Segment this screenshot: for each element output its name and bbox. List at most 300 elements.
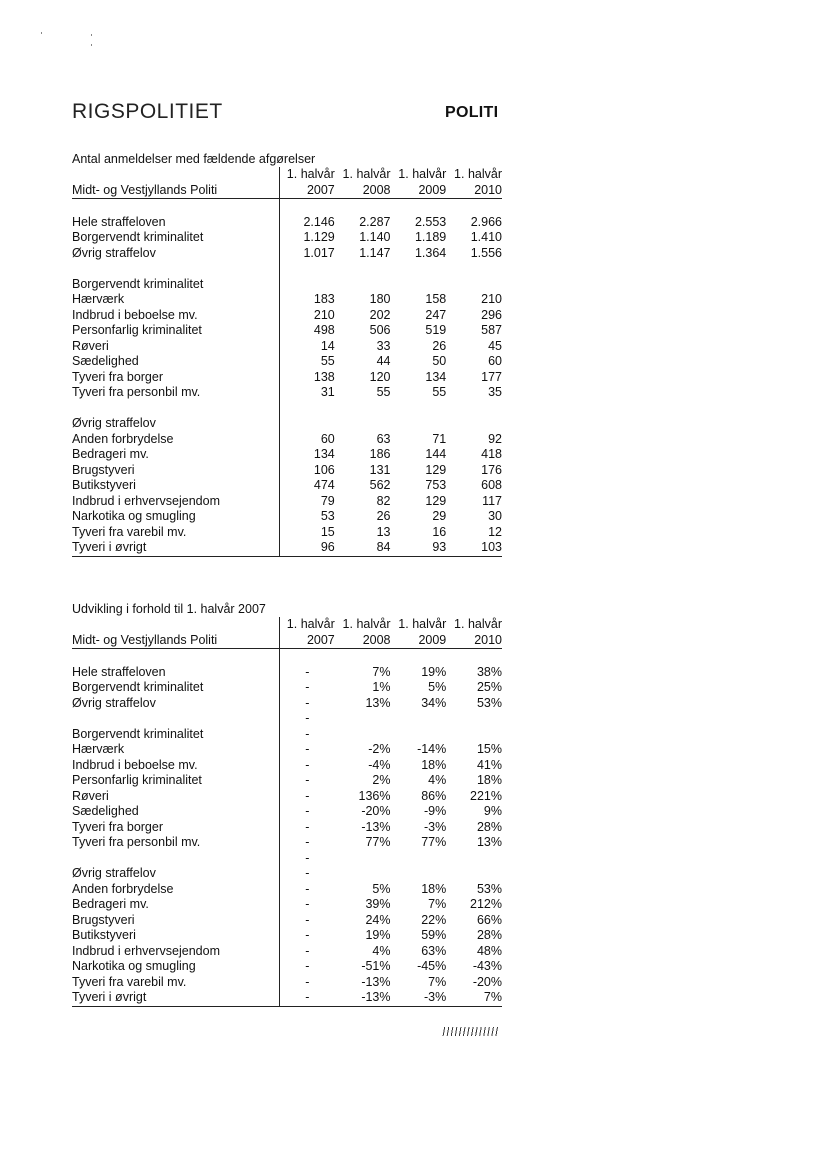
- table-cell: 2%: [372, 773, 391, 787]
- table-row: [72, 525, 502, 541]
- row-label: Borgervendt kriminalitet: [72, 230, 204, 244]
- table-cell: 12: [488, 524, 502, 539]
- table-row: [72, 866, 502, 882]
- table-cell: 79: [279, 494, 335, 510]
- row-label: Narkotika og smugling: [72, 509, 196, 523]
- table-cell: [279, 401, 335, 417]
- row-label: Tyveri fra varebil mv.: [72, 974, 187, 989]
- table-cell: 144: [425, 447, 447, 461]
- table-cell: 129: [425, 493, 447, 508]
- table-cell: 177: [481, 369, 502, 384]
- table-cell: 158: [425, 292, 447, 306]
- row-label: Indbrud i erhvervsejendom: [72, 943, 220, 958]
- header-year: 2009: [418, 182, 447, 197]
- table-row: [72, 354, 502, 370]
- table-row: [72, 696, 502, 712]
- row-label: Tyveri i øvrigt: [72, 540, 147, 554]
- header-year: 2008: [362, 182, 391, 197]
- header-rigspolitiet: RIGSPOLITIET: [72, 100, 223, 123]
- table-cell: [335, 261, 391, 277]
- table-cell: 93: [432, 540, 447, 554]
- table-cell: 247: [425, 307, 447, 322]
- table-cell: -: [279, 835, 335, 851]
- table-cell: [335, 277, 391, 293]
- table-row: [72, 339, 502, 355]
- table-cell: -: [279, 711, 335, 727]
- table-cell: -: [279, 680, 335, 696]
- table-cell: 18%: [421, 757, 447, 772]
- table-cell: [279, 277, 335, 293]
- row-label: Anden forbrydelse: [72, 881, 174, 896]
- row-label: Narkotika og smugling: [72, 959, 196, 973]
- row-label: Borgervendt kriminalitet: [72, 276, 204, 291]
- table-cell: 131: [369, 462, 391, 477]
- table-cell: 498: [279, 323, 335, 339]
- table-cell: [279, 416, 335, 432]
- table-cell: 134: [279, 447, 335, 463]
- table-cell: [279, 199, 335, 215]
- table-cell: [446, 416, 502, 432]
- table-cell: -9%: [424, 804, 447, 818]
- table-cell: [446, 727, 502, 743]
- table-cell: 77%: [365, 835, 391, 849]
- table-cell: 26: [376, 509, 391, 523]
- table-cell: 1.129: [279, 230, 335, 246]
- table-cell: -: [279, 897, 335, 913]
- table-cell: -3%: [424, 990, 447, 1004]
- table-cell: 608: [481, 478, 502, 492]
- table-cell: 25%: [476, 680, 502, 694]
- table-row: [72, 401, 502, 417]
- table-cell: [446, 649, 502, 665]
- table-row: [72, 432, 502, 448]
- table-cell: [391, 416, 447, 432]
- table-cell: 13%: [476, 835, 502, 849]
- table-cell: 77%: [421, 835, 447, 849]
- row-label: Hærværk: [72, 292, 125, 306]
- table-cell: -: [279, 866, 335, 882]
- header-halvaar: 1. halvår: [279, 167, 335, 183]
- table-cell: 418: [481, 447, 502, 461]
- table-cell: 31: [279, 385, 335, 401]
- table-cell: 202: [369, 307, 391, 322]
- table-cell: 34%: [421, 695, 447, 710]
- table-cell: 1.017: [279, 246, 335, 262]
- table-cell: 60: [279, 432, 335, 448]
- table-row: [72, 509, 502, 525]
- table-row: [72, 727, 502, 743]
- table-row: [72, 944, 502, 960]
- row-label: Indbrud i beboelse mv.: [72, 757, 198, 772]
- table-cell: 15%: [476, 742, 502, 756]
- table-cell: -: [279, 742, 335, 758]
- table-cell: [335, 649, 391, 665]
- table-cell: [391, 866, 447, 882]
- header-spacer: [72, 617, 279, 633]
- row-label: Brugstyveri: [72, 462, 135, 477]
- table-row: [72, 323, 502, 339]
- table-cell: 55: [279, 354, 335, 370]
- table-cell: 176: [481, 462, 502, 477]
- table-cell: 92: [488, 431, 502, 446]
- table-row: [72, 292, 502, 308]
- table-cell: 519: [425, 323, 447, 337]
- table-cell: -13%: [361, 990, 391, 1004]
- row-label: Tyveri fra varebil mv.: [72, 524, 187, 539]
- header-year: 2007: [279, 183, 335, 199]
- table-row: [72, 897, 502, 913]
- table-row: [72, 308, 502, 324]
- table-cell: 134: [425, 369, 447, 384]
- table-cell: -: [279, 990, 335, 1006]
- table-cell: -: [279, 944, 335, 960]
- table-cell: 183: [279, 292, 335, 308]
- table-cell: 5%: [428, 680, 447, 694]
- table-row: [72, 913, 502, 929]
- row-label: Øvrig straffelov: [72, 245, 156, 260]
- header-row-halvaar: [72, 167, 502, 183]
- header-year: 2009: [418, 632, 447, 647]
- table-row: [72, 478, 502, 494]
- row-label: Hele straffeloven: [72, 214, 166, 229]
- table-cell: 106: [279, 463, 335, 479]
- table-cell: 7%: [428, 897, 447, 911]
- table-cell: 30: [488, 509, 502, 523]
- table-row: [72, 959, 502, 975]
- row-label: Tyveri fra personbil mv.: [72, 835, 201, 849]
- table-row: [72, 975, 502, 991]
- table-cell: -3%: [424, 819, 447, 834]
- table-cell: [335, 866, 391, 882]
- table-cell: 59%: [421, 928, 447, 942]
- row-label: Borgervendt kriminalitet: [72, 680, 204, 694]
- table-cell: 35: [488, 385, 502, 399]
- table-cell: [446, 261, 502, 277]
- table-cell: 186: [369, 447, 391, 461]
- table-cell: -: [279, 882, 335, 898]
- table-cell: -: [279, 928, 335, 944]
- header-halvaar: 1. halvår: [342, 167, 391, 181]
- row-label: Hele straffeloven: [72, 664, 166, 679]
- table-cell: -51%: [361, 959, 391, 973]
- table-cell: 7%: [372, 664, 391, 679]
- table-cell: 48%: [476, 943, 502, 958]
- table-cell: 138: [279, 370, 335, 386]
- table-cell: 136%: [358, 788, 391, 803]
- header-row-halvaar: [72, 617, 502, 633]
- table-cell: 16: [432, 524, 447, 539]
- table-cell: -: [279, 820, 335, 836]
- row-label: Personfarlig kriminalitet: [72, 773, 202, 787]
- header-row-years: [72, 633, 502, 650]
- table-cell: [335, 401, 391, 417]
- row-label: Øvrig straffelov: [72, 866, 156, 880]
- region-label: Midt- og Vestjyllands Politi: [72, 182, 218, 197]
- table-cell: 1.147: [359, 245, 391, 260]
- table-cell: 2.287: [359, 214, 391, 229]
- table-cell: 63: [376, 431, 391, 446]
- table-cell: [446, 199, 502, 215]
- table-cell: -13%: [361, 819, 391, 834]
- row-label: [72, 199, 279, 215]
- table-row: [72, 820, 502, 836]
- header-year: 2010: [474, 632, 502, 647]
- table-cell: -2%: [368, 742, 391, 756]
- table-row: [72, 540, 502, 557]
- table-cell: 7%: [428, 974, 447, 989]
- row-label: Tyveri fra borger: [72, 369, 164, 384]
- table-cell: -: [279, 851, 335, 867]
- table-cell: 14: [279, 339, 335, 355]
- table-title: Udvikling i forhold til 1. halvår 2007: [72, 602, 266, 616]
- table-cell: -: [279, 804, 335, 820]
- table-cell: 210: [279, 308, 335, 324]
- table-cell: 210: [481, 292, 502, 306]
- table-row: [72, 789, 502, 805]
- row-label: Tyveri i øvrigt: [72, 990, 147, 1004]
- table-cell: 60: [488, 354, 502, 368]
- table-cell: 55: [376, 385, 391, 399]
- row-label: Tyveri fra borger: [72, 819, 164, 834]
- header-year: 2007: [279, 633, 335, 649]
- row-label: Butikstyveri: [72, 478, 136, 492]
- table-row: [72, 990, 502, 1007]
- table-cell: 15: [279, 525, 335, 541]
- table-cell: -: [279, 913, 335, 929]
- table-cell: 5%: [372, 881, 391, 896]
- row-label: [72, 851, 279, 867]
- table-cell: -: [279, 959, 335, 975]
- table-cell: 212%: [470, 897, 502, 911]
- table-row: [72, 416, 502, 432]
- table-row: [72, 246, 502, 262]
- header-halvaar: 1. halvår: [398, 167, 447, 181]
- table-row: [72, 649, 502, 665]
- table-cell: 18%: [421, 881, 447, 896]
- row-label: Indbrud i beboelse mv.: [72, 307, 198, 322]
- table-row: [72, 261, 502, 277]
- table-cell: 53%: [476, 881, 502, 896]
- row-label: Butikstyveri: [72, 928, 136, 942]
- table-cell: 1.140: [359, 230, 391, 244]
- header-halvaar: 1. halvår: [279, 617, 335, 633]
- barcode-mark: [441, 1022, 499, 1036]
- table-cell: -45%: [417, 959, 447, 973]
- table-row: [72, 680, 502, 696]
- table-cell: [279, 649, 335, 665]
- row-label: Bedrageri mv.: [72, 447, 149, 461]
- row-label: Øvrig straffelov: [72, 695, 156, 710]
- table-cell: 753: [425, 478, 447, 492]
- table-cell: -20%: [472, 974, 502, 989]
- table-row: [72, 199, 502, 215]
- politi-logo: POLITI: [445, 104, 499, 121]
- table-cell: [335, 416, 391, 432]
- table-cell: 120: [369, 369, 391, 384]
- table-cell: 13: [376, 524, 391, 539]
- table-cell: 4%: [372, 943, 391, 958]
- table-row: [72, 665, 502, 681]
- table-cell: [391, 649, 447, 665]
- row-label: Brugstyveri: [72, 912, 135, 927]
- table-cell: 53: [279, 509, 335, 525]
- table-cell: 50: [432, 354, 447, 368]
- table-cell: 55: [432, 385, 447, 399]
- table-cell: 71: [432, 431, 447, 446]
- table-cell: 474: [279, 478, 335, 494]
- table-cell: [391, 727, 447, 743]
- table-cell: -20%: [361, 804, 391, 818]
- table-cell: 562: [369, 478, 391, 492]
- table-cell: 103: [481, 540, 502, 554]
- table-cell: 86%: [421, 788, 447, 803]
- table-cell: [446, 401, 502, 417]
- table-row: [72, 758, 502, 774]
- table-cell: 1.189: [414, 230, 447, 244]
- table-cell: [279, 261, 335, 277]
- table-row: [72, 851, 502, 867]
- table-cell: [391, 401, 447, 417]
- table-row: [72, 385, 502, 401]
- header-row-years: [72, 183, 502, 200]
- table-udvikling: [72, 601, 502, 1007]
- row-label: Hærværk: [72, 742, 125, 756]
- table-cell: -14%: [417, 742, 447, 756]
- table-cell: 19%: [365, 928, 391, 942]
- table-cell: [335, 199, 391, 215]
- table-cell: -: [279, 758, 335, 774]
- table-row: [72, 804, 502, 820]
- table-cell: 22%: [421, 912, 447, 927]
- table-cell: 2.553: [414, 214, 447, 229]
- table-cell: 587: [481, 323, 502, 337]
- table-cell: -: [279, 696, 335, 712]
- table-cell: -43%: [472, 959, 502, 973]
- table-cell: 41%: [476, 757, 502, 772]
- table-cell: 44: [376, 354, 391, 368]
- table-cell: [391, 277, 447, 293]
- table-cell: 19%: [421, 664, 447, 679]
- table-row: [72, 277, 502, 293]
- table-cell: 1.556: [470, 245, 502, 260]
- table-cell: 117: [482, 493, 502, 508]
- table-cell: 33: [376, 338, 391, 353]
- table-row: [72, 494, 502, 510]
- row-label: [72, 401, 279, 417]
- table-cell: 84: [376, 540, 391, 554]
- table-cell: -: [279, 975, 335, 991]
- table-cell: 129: [425, 462, 447, 477]
- row-label: Bedrageri mv.: [72, 897, 149, 911]
- table-cell: 4%: [428, 773, 447, 787]
- table-row: [72, 447, 502, 463]
- table-cell: [335, 711, 391, 727]
- table-cell: [446, 277, 502, 293]
- table-row: [72, 463, 502, 479]
- row-label: Sædelighed: [72, 354, 139, 368]
- table-cell: [391, 711, 447, 727]
- table-cell: 38%: [476, 664, 502, 679]
- table-cell: 7%: [483, 990, 502, 1004]
- table-row: [72, 230, 502, 246]
- table-row: [72, 370, 502, 386]
- header-halvaar: 1. halvår: [454, 167, 502, 181]
- table-row: [72, 773, 502, 789]
- table-cell: [391, 199, 447, 215]
- row-label: Røveri: [72, 338, 109, 353]
- table-cell: [446, 851, 502, 867]
- table-cell: 39%: [365, 897, 391, 911]
- table-row: [72, 742, 502, 758]
- row-label: Sædelighed: [72, 804, 139, 818]
- header-year: 2008: [362, 632, 391, 647]
- row-label: [72, 649, 279, 665]
- row-label: Øvrig straffelov: [72, 416, 156, 430]
- table-anmeldelser: [72, 151, 502, 557]
- table-cell: [446, 866, 502, 882]
- table-cell: 221%: [470, 788, 502, 803]
- row-label: [72, 711, 279, 727]
- table-row: [72, 882, 502, 898]
- table-cell: [335, 727, 391, 743]
- row-label: [72, 261, 279, 277]
- table-cell: -: [279, 789, 335, 805]
- table-cell: 1.410: [470, 230, 502, 244]
- row-label: Personfarlig kriminalitet: [72, 323, 202, 337]
- table-cell: 63%: [421, 943, 447, 958]
- row-label: Anden forbrydelse: [72, 431, 174, 446]
- table-cell: 53%: [476, 695, 502, 710]
- table-cell: 82: [376, 493, 391, 508]
- region-label: Midt- og Vestjyllands Politi: [72, 632, 218, 647]
- table-row: [72, 711, 502, 727]
- table-cell: 26: [432, 338, 447, 353]
- header-halvaar: 1. halvår: [342, 617, 391, 631]
- row-label: Borgervendt kriminalitet: [72, 726, 204, 741]
- table-cell: -: [279, 773, 335, 789]
- row-label: Røveri: [72, 788, 109, 803]
- table-cell: [391, 851, 447, 867]
- table-cell: 28%: [476, 819, 502, 834]
- header-halvaar: 1. halvår: [398, 617, 447, 631]
- table-cell: 18%: [476, 773, 502, 787]
- header-halvaar: 1. halvår: [454, 617, 502, 631]
- row-label: Tyveri fra personbil mv.: [72, 385, 201, 399]
- row-label: Indbrud i erhvervsejendom: [72, 493, 220, 508]
- table-row: [72, 928, 502, 944]
- table-cell: 2.146: [279, 215, 335, 231]
- table-cell: 13%: [365, 695, 391, 710]
- table-cell: 24%: [365, 912, 391, 927]
- table-cell: 45: [488, 338, 502, 353]
- table-cell: 180: [369, 292, 391, 306]
- table-cell: -4%: [368, 757, 391, 772]
- table-cell: 9%: [483, 804, 502, 818]
- table-row: [72, 835, 502, 851]
- table-cell: 2.966: [470, 214, 502, 229]
- table-row: [72, 215, 502, 231]
- table-cell: 96: [279, 540, 335, 556]
- table-cell: -: [279, 727, 335, 743]
- table-cell: 506: [369, 323, 391, 337]
- table-cell: [446, 711, 502, 727]
- table-cell: -13%: [361, 974, 391, 989]
- table-cell: 28%: [476, 928, 502, 942]
- header-year: 2010: [474, 182, 502, 197]
- header-spacer: [72, 167, 279, 183]
- table-cell: 66%: [476, 912, 502, 927]
- table-cell: [391, 261, 447, 277]
